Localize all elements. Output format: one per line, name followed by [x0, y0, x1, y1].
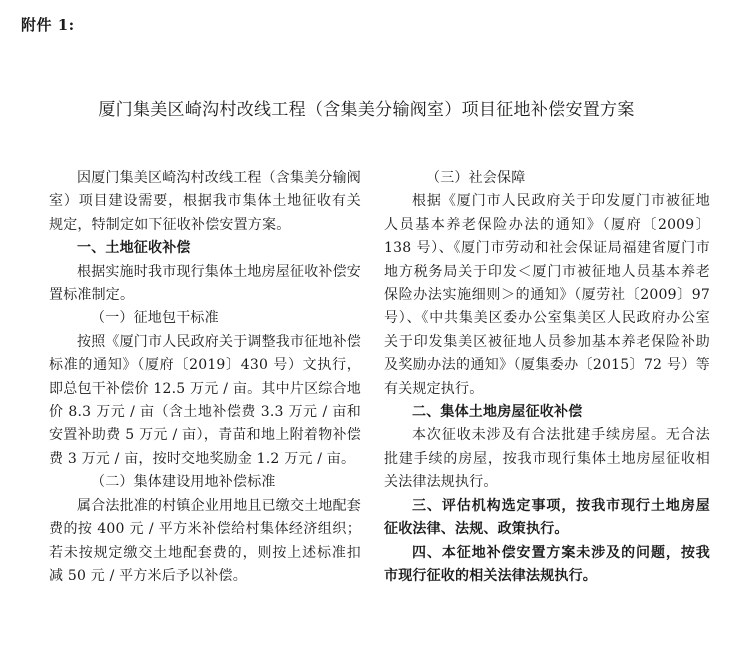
left-column	[49, 167, 361, 588]
section-heading-housing-compensation: 二、集体土地房屋征收补偿	[412, 404, 583, 421]
paragraph-package-standard: 按照《厦门市人民政府关于调整我市征地补偿标准的通知》（厦府〔2019〕430 号）文执行，即总包干补偿价 12.5 万元 / 亩。其中片区综合地价 8.3 万元 / 亩（含土地补偿费 3.3 万元 / 亩和安置补助费 5 万元 / 亩），青苗和地上附着物补偿费 3 万元 / 亩，按时交地奖励金 1.2 万元 / 亩。	[49, 333, 361, 467]
document-title: 厦门集美区崎沟村改线工程（含集美分输阀室）项目征地补偿安置方案	[98, 100, 635, 120]
section-heading-land-compensation: 一、土地征收补偿	[77, 240, 191, 257]
paragraph-standard-basis: 根据实施时我市现行集体土地房屋征收补偿安置标准制定。	[49, 263, 361, 304]
subheading-collective-land: （二）集体建设用地补偿标准	[91, 474, 276, 491]
right-column	[384, 167, 710, 588]
section-appraisal-agency: 三、评估机构选定事项，按我市现行土地房屋征收法律、法规、政策执行。	[384, 497, 710, 538]
section-other-issues: 四、本征地补偿安置方案未涉及的问题，按我市现行征收的相关法律法规执行。	[384, 544, 710, 584]
paragraph-collective-land: 属合法批准的村镇企业用地且已缴交土地配套费的按 400 元 / 平方米补偿给村集体经济组织；若未按规定缴交土地配套费的，则按上述标准扣减 50 元 / 平方米后予以补偿。	[49, 497, 361, 584]
subheading-package-standard: （一）征地包干标准	[91, 310, 219, 327]
attachment-label: 附件 1:	[21, 16, 75, 34]
intro-paragraph: 因厦门集美区崎沟村改线工程（含集美分输阀室）项目建设需要，根据我市集体土地征收有关规定，特制定如下征收补偿安置方案。	[49, 170, 361, 233]
subheading-social-security: （三）社会保障	[426, 170, 526, 186]
paragraph-housing-compensation: 本次征收未涉及有合法批建手续房屋。无合法批建手续的房屋，按我市现行集体土地房屋征收相关法律法规执行。	[384, 427, 710, 491]
paragraph-social-security: 根据《厦门市人民政府关于印发厦门市被征地人员基本养老保险办法的通知》（厦府〔2009〕138 号）、《厦门市劳动和社会保证局福建省厦门市地方税务局关于印发＜厦门市被征地人员基本养老保险办法实施细则＞的通知》（厦劳社〔2009〕97 号）、《中共集美区委办公室集美区人民政府办公室关于印发集美区被征地人员参加基本养老保险补助及奖励办法的通知》（厦集委办〔2015〕72 号）等有关规定执行。	[384, 193, 710, 397]
